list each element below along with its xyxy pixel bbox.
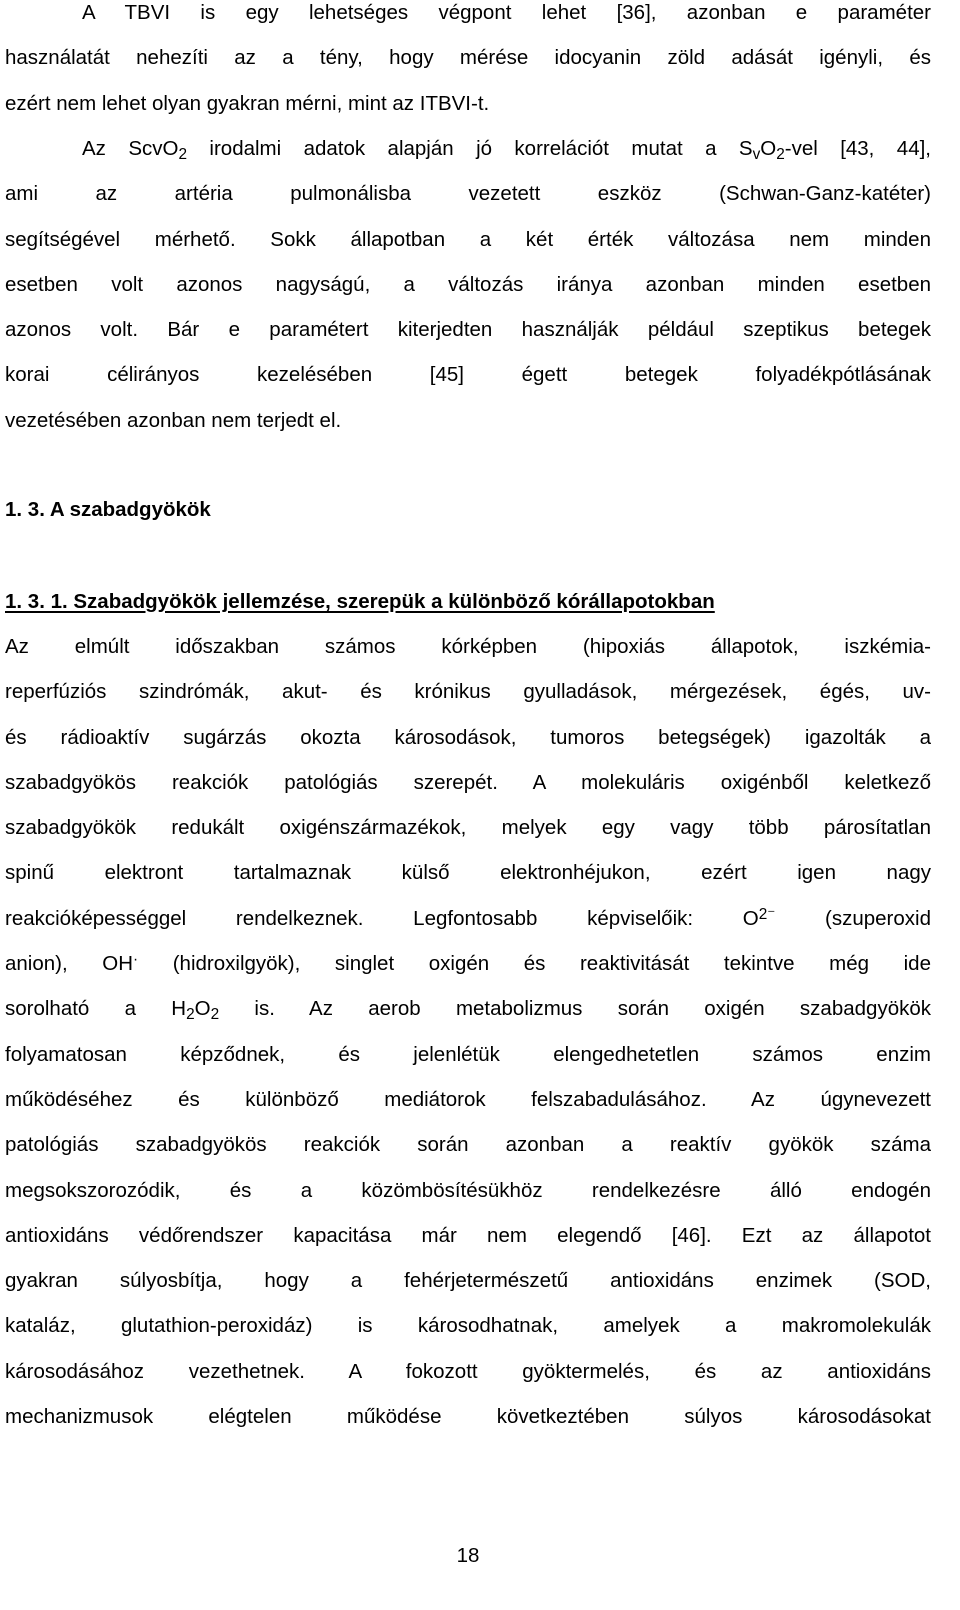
text-line: esetben volt azonos nagyságú, a változás iránya azonban minden esetben bbox=[5, 272, 931, 296]
text-line: patológiás szabadgyökös reakciók során azonban a reaktív gyökök száma bbox=[5, 1133, 931, 1157]
text-line: vezetésében azonban nem terjedt el. bbox=[5, 408, 342, 432]
text-line: anion), OH· (hidroxilgyök), singlet oxigén és reaktivitását tekintve még ide bbox=[5, 950, 931, 976]
text-line: ezért nem lehet olyan gyakran mérni, mint az ITBVI-t. bbox=[5, 91, 490, 115]
paragraph-scvo2 bbox=[5, 134, 931, 451]
text-line: használatát nehezíti az a tény, hogy mérése idocyanin zöld adását igényli, és bbox=[5, 46, 931, 70]
text-line: gyakran súlyosbítja, hogy a fehérjetermészetű antioxidáns enzimek (SOD, bbox=[5, 1269, 931, 1293]
text-line: szabadgyökös reakciók patológiás szerepét. A molekuláris oxigénből keletkező bbox=[5, 770, 931, 794]
text-line: Az ScvO$_2$ irodalmi adatok alapján jó korrelációt mutat a $S_vO_2$-vel [43, 44], bbox=[82, 137, 931, 163]
text-line: segítségével mérhető. Sokk állapotban a két érték változása nem minden bbox=[5, 227, 931, 251]
text-line: azonos volt. Bár e paramétert kiterjedten használják például szeptikus betegek bbox=[5, 318, 931, 342]
text-line: mechanizmusok elégtelen működése következtében súlyos károsodásokat bbox=[5, 1405, 931, 1429]
subsection-heading: 1. 3. 1. Szabadgyökök jellemzése, szerepük a különböző kórállapotokban bbox=[5, 590, 715, 613]
text-line: Az elmúlt időszakban számos kórképben (hipoxiás állapotok, iszkémia- bbox=[5, 635, 931, 658]
text-line: A TBVI is egy lehetséges végpont lehet [36], azonban e paraméter bbox=[82, 1, 931, 24]
text-line: ami az artéria pulmonálisba vezetett eszköz (Schwan-Ganz-katéter) bbox=[5, 182, 931, 206]
section-heading: 1. 3. A szabadgyökök bbox=[5, 498, 211, 521]
text-line: sorolható a $H_2O_2$ is. Az aerob metabolizmus során oxigén szabadgyökök bbox=[5, 997, 931, 1024]
text-line: spinű elektront tartalmaznak külső elektronhéjukon, ezért igen nagy bbox=[5, 861, 931, 885]
text-line: szabadgyökök redukált oxigénszármazékok, melyek egy vagy több párosítatlan bbox=[5, 816, 931, 840]
text-line: károsodásához vezethetnek. A fokozott gyöktermelés, és az antioxidáns bbox=[5, 1359, 931, 1383]
text-line: folyamatosan képződnek, és jelenlétük elengedhetetlen számos enzim bbox=[5, 1042, 931, 1066]
text-line: korai célirányos kezelésében [45] égett betegek folyadékpótlásának bbox=[5, 363, 931, 387]
page-number: 18 bbox=[456, 1544, 480, 1567]
paragraph-free-radicals bbox=[5, 632, 931, 1447]
paragraph-tbvi bbox=[5, 0, 931, 134]
text-line: reperfúziós szindrómák, akut- és krónikus gyulladások, mérgezések, égés, uv- bbox=[5, 680, 931, 704]
text-line: működéséhez és különböző mediátorok felszabadulásához. Az úgynevezett bbox=[5, 1087, 931, 1111]
text-line: kataláz, glutathion-peroxidáz) is károsodhatnak, amelyek a makromolekulák bbox=[5, 1314, 931, 1338]
text-line: antioxidáns védőrendszer kapacitása már nem elegendő [46]. Ezt az állapotot bbox=[5, 1223, 931, 1247]
text-line: és rádioaktív sugárzás okozta károsodások, tumoros betegségek) igazolták a bbox=[5, 725, 931, 749]
text-line: reakcióképességgel rendelkeznek. Legfontosabb képviselőik: $O^{2^-}$ (szuperoxid bbox=[5, 905, 931, 930]
text-line: megsokszorozódik, és a közömbösítésükhöz rendelkezésre álló endogén bbox=[5, 1178, 931, 1202]
